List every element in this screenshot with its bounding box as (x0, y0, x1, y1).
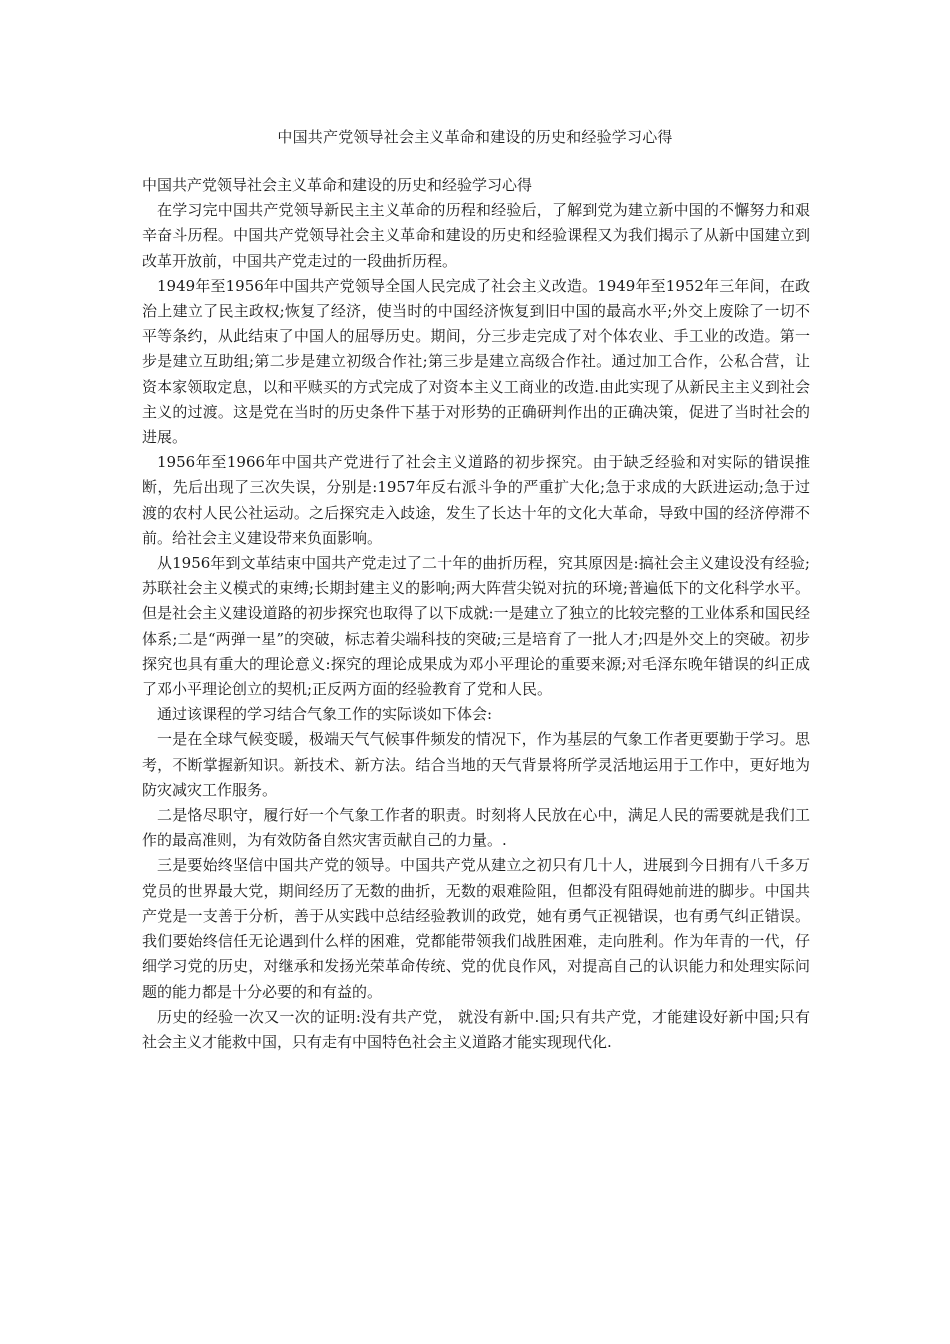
paragraph: 通过该课程的学习结合气象工作的实际谈如下体会: (157, 705, 493, 724)
paragraph: 一是在全球气候变暖，极端天气气候事件频发的情况下，作为基层的气象工作者更要勤于学习。思考，不断掌握新知识。新技术、新方法。结合当地的天气背景将所学灵活地运用于工作中，更好地为防灾减灾工作服务。 (142, 730, 810, 799)
paragraph: 二是恪尽职守，履行好一个气象工作者的职责。时刻将人民放在心中，满足人民的需要就是我们工作的最高准则，为有效防备自然灾害贡献自己的力量。. (142, 806, 810, 850)
section-heading: 中国共产党领导社会主义革命和建设的历史和经验学习心得 (142, 176, 533, 194)
document-body (142, 173, 810, 1055)
paragraph: 在学习完中国共产党领导新民主主义革命的历程和经验后，了解到党为建立新中国的不懈努力和艰辛奋斗历程。中国共产党领导社会主义革命和建设的历史和经验课程又为我们揭示了从新中国建立到改革开放前，中国共产党走过的一段曲折历程。 (142, 201, 810, 270)
paragraph: 从1956年到文革结束中国共产党走过了二十年的曲折历程，究其原因是:搞社会主义建设没有经验;苏联社会主义模式的束缚;长期封建主义的影响;两大阵营尖锐对抗的环境;普遍低下的文化科学水平。但是社会主义建设道路的初步探究也取得了以下成就:一是建立了独立的比较完整的工业体系和国民经体系;二是“两弹一星”的突破，标志着尖端科技的突破;三是培育了一批人才;四是外交上的突破。初步探究也具有重大的理论意义:探究的理论成果成为邓小平理论的重要来源;对毛泽东晚年错误的纠正成了邓小平理论创立的契机;正反两方面的经验教育了党和人民。 (142, 554, 810, 699)
paragraph: 三是要始终坚信中国共产党的领导。中国共产党从建立之初只有几十人，进展到今日拥有八千多万党员的世界最大党，期间经历了无数的曲折，无数的艰难险阻，但都没有阻碍她前进的脚步。中国共产党是一支善于分析，善于从实践中总结经验教训的政党，她有勇气正视错误，也有勇气纠正错误。我们要始终信任无论遇到什么样的困难，党都能带领我们战胜困难，走向胜利。作为年青的一代，仔细学习党的历史，对继承和发扬光荣革命传统、党的优良作风，对提高自己的认识能力和处理实际问题的能力都是十分必要的和有益的。 (142, 856, 810, 1001)
paragraph: 1949年至1956年中国共产党领导全国人民完成了社会主义改造。1949年至1952年三年间，在政治上建立了民主政权;恢复了经济，使当时的中国经济恢复到旧中国的最高水平;外交上废除了一切不平等条约，从此结束了中国人的屈辱历史。期间，分三步走完成了对个体农业、手工业的改造。第一步是建立互助组;第二步是建立初级合作社;第三步是建立高级合作社。通过加工合作，公私合营，让资本家领取定息，以和平赎买的方式完成了对资本主义工商业的改造.由此实现了从新民主主义到社会主义的过渡。这是党在当时的历史条件下基于对形势的正确研判作出的正确决策，促进了当时社会的进展。 (142, 276, 810, 447)
paragraph: 1956年至1966年中国共产党进行了社会主义道路的初步探究。由于缺乏经验和对实际的错误推断，先后出现了三次失误，分别是:1957年反右派斗争的严重扩大化;急于求成的大跃进运动;急于过渡的农村人民公社运动。之后探究走入歧途，发生了长达十年的文化大革命，导致中国的经济停滞不前。给社会主义建设带来负面影响。 (142, 453, 810, 547)
page-title: 中国共产党领导社会主义革命和建设的历史和经验学习心得 (277, 128, 673, 146)
paragraph: 历史的经验一次又一次的证明:没有共产党， 就没有新中.国;只有共产党，才能建设好新中国;只有社会主义才能救中国，只有走有中国特色社会主义道路才能实现现代化. (142, 1007, 810, 1051)
